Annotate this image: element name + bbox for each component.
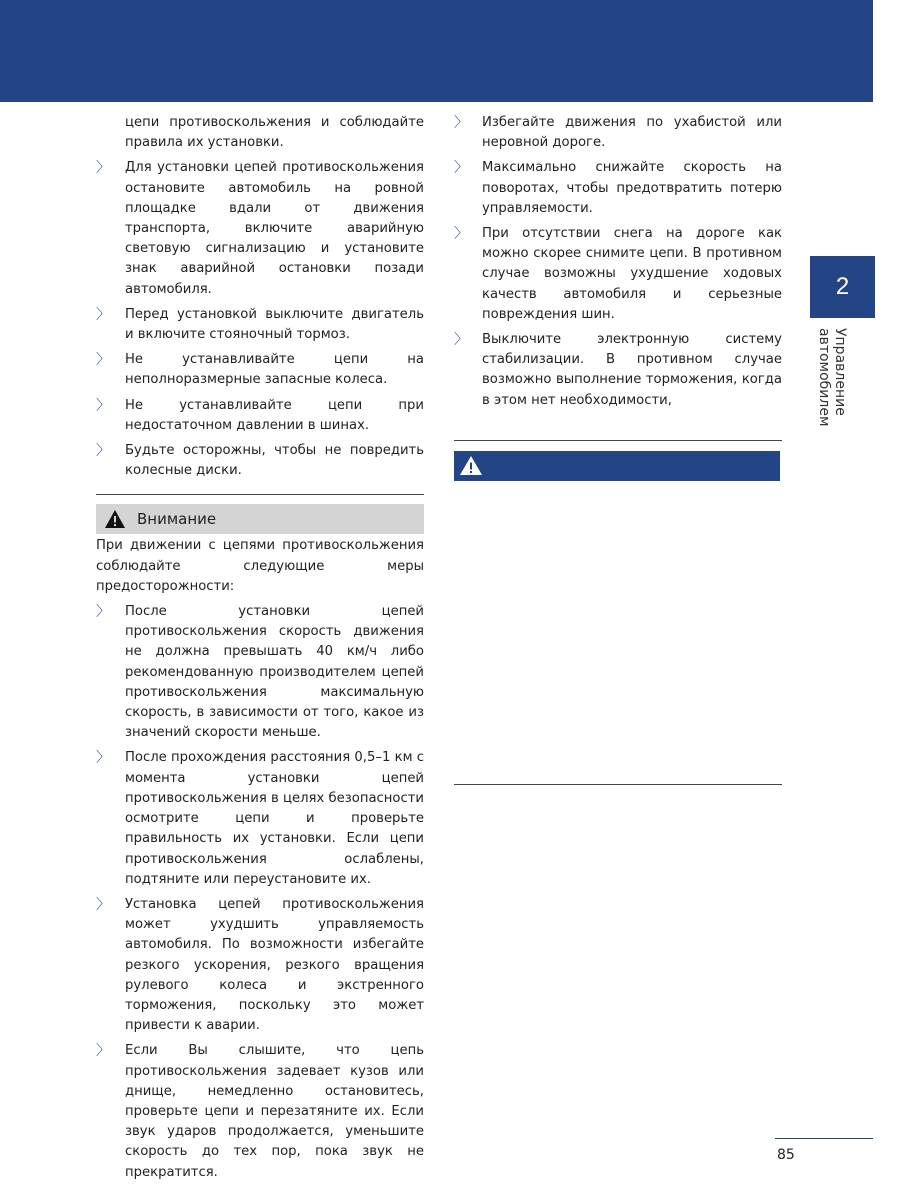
chevron-right-icon: 〉: [96, 397, 110, 414]
list-item-text: Для установки цепей противоскольжения остановите автомобиль на ровной площадке вдали от движения транспорта, включите аварийную световую сигнализацию и установите знак аварийной остановки позади автомобиля.: [125, 160, 424, 297]
chevron-right-icon: 〉: [96, 604, 110, 621]
list-item: [96, 305, 424, 345]
list-item: [96, 441, 424, 481]
list-item-text: При отсутствии снега на дороге как можно скорее снимите цепи. В противном случае возможны ухудшение ходовых качеств автомобиля и серьезные повреждения шин.: [482, 226, 782, 322]
section-divider: [454, 784, 782, 785]
chevron-right-icon: 〉: [454, 115, 468, 131]
list-item-text: Выключите электронную систему стабилизации. В противном случае возможно выполнение торможения, когда в этом нет необходимости,: [482, 332, 782, 408]
section-divider: [96, 494, 424, 495]
list-item: [96, 1041, 424, 1182]
list-item: [96, 748, 424, 889]
warning-header: [454, 451, 780, 481]
list-item: [96, 158, 424, 299]
list-item: [454, 113, 782, 153]
chapter-label-line: Управление: [832, 328, 848, 416]
warning-triangle-icon: [459, 455, 483, 476]
footer-divider: [775, 1138, 873, 1139]
chevron-right-icon: 〉: [96, 443, 110, 460]
list-item: [96, 895, 424, 1036]
list-item-text: Не устанавливайте цепи при недостаточном давлении в шинах.: [125, 397, 424, 433]
notice-intro: При движении с цепями противоскольжения соблюдайте следующие меры предосторожности:: [96, 538, 424, 594]
list-item-text: Будьте осторожны, чтобы не повредить колесные диски.: [125, 443, 424, 479]
section-divider: [454, 440, 782, 441]
list-item-text: Максимально снижайте скорость на поворотах, чтобы предотвратить потерю управляемости.: [482, 160, 782, 216]
chapter-label-line: автомобилем: [816, 328, 832, 427]
left-column: [96, 113, 424, 1188]
chevron-right-icon: 〉: [454, 160, 468, 177]
chevron-right-icon: 〉: [96, 352, 110, 369]
chapter-number: 2: [810, 256, 875, 318]
list-item-text: Не устанавливайте цепи на неполноразмерные запасные колеса.: [125, 352, 424, 388]
list-item: [454, 158, 782, 219]
list-item-text: Избегайте движения по ухабистой или неровной дороге.: [482, 115, 782, 151]
list-item-text: После установки цепей противоскольжения скорость движения не должна превышать 40 км/ч либо рекомендованную производителем цепей противоскольжения максимальную скорость, в зависимости от того, какое из значений скорости меньше.: [125, 604, 424, 741]
warning-triangle-icon: [104, 509, 126, 529]
list-item-text: Перед установкой выключите двигатель и включите стояночный тормоз.: [125, 306, 424, 343]
chevron-right-icon: 〉: [96, 306, 110, 323]
chevron-right-icon: 〉: [454, 332, 468, 349]
page-number: 85: [777, 1147, 795, 1163]
notice-header: [96, 504, 424, 534]
chevron-right-icon: 〉: [454, 226, 468, 243]
continuation-text: цепи противоскольжения и соблюдайте правила их установки.: [125, 115, 424, 151]
chapter-label: [812, 328, 848, 428]
chevron-right-icon: 〉: [96, 896, 110, 913]
list-item: [96, 396, 424, 436]
right-column: [454, 113, 782, 481]
list-item-text: Если Вы слышите, что цепь противоскольжения задевает кузов или днище, немедленно остановитесь, проверьте цепи и перезатяните их. Если звук ударов продолжается, уменьшите скорость до тех пор, пока звук не прекратится.: [125, 1043, 424, 1180]
list-item: [96, 350, 424, 390]
chevron-right-icon: 〉: [96, 1043, 110, 1060]
notice-title: Внимание: [137, 510, 217, 529]
list-item-text: После прохождения расстояния 0,5–1 км с момента установки цепей противоскольжения в целях безопасности осмотрите цепи и проверьте правильность их установки. Если цепи противоскольжения ослаблены, подтяните или переустановите их.: [125, 750, 424, 887]
chevron-right-icon: 〉: [96, 750, 110, 767]
list-item: [454, 330, 782, 411]
list-item: [454, 224, 782, 325]
list-item: [96, 602, 424, 743]
list-item-text: Установка цепей противоскольжения может ухудшить управляемость автомобиля. По возможности избегайте резкого ускорения, резкого вращения рулевого колеса и экстренного торможения, поскольку это может привести к аварии.: [125, 896, 424, 1034]
header-bar: [0, 0, 873, 102]
chevron-right-icon: 〉: [96, 160, 110, 177]
